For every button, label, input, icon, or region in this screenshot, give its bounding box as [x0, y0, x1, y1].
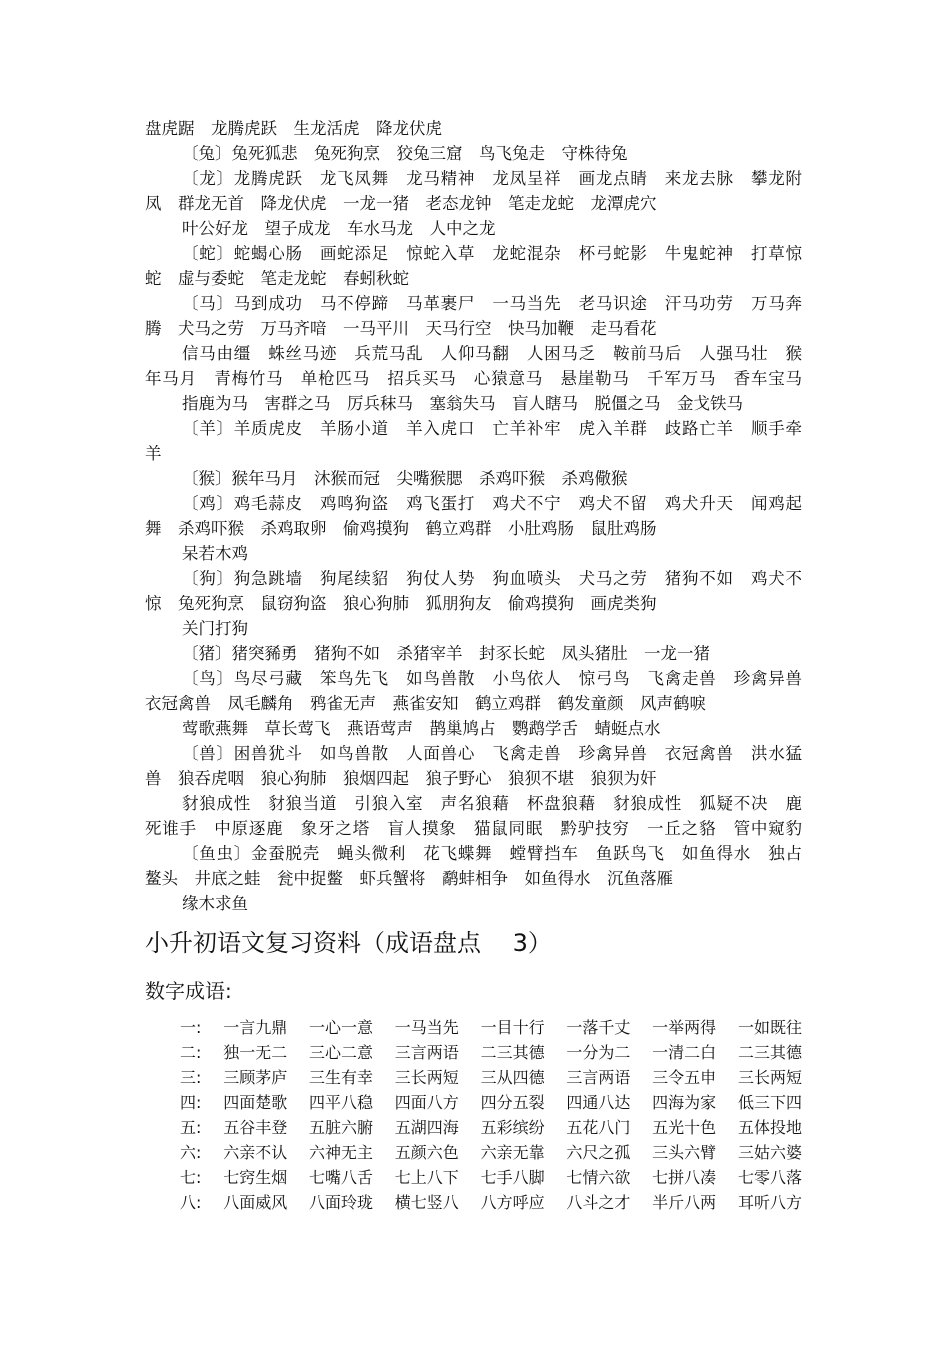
idiom: 三言两语	[394, 1043, 459, 1062]
idiom: 三生有幸	[308, 1068, 373, 1087]
idiom: 四通八达	[566, 1093, 631, 1112]
number-row	[180, 1117, 802, 1139]
idiom: 三令五申	[652, 1068, 717, 1087]
number-row	[180, 1142, 802, 1164]
idiom: 七上八下	[394, 1168, 459, 1187]
row-label: 八:	[180, 1193, 202, 1212]
idiom: 七拼八凑	[652, 1168, 717, 1187]
idiom: 一如既往	[737, 1018, 802, 1037]
idiom: 七情六欲	[566, 1168, 631, 1187]
idiom: 八方呼应	[480, 1193, 545, 1212]
row-label: 四:	[180, 1093, 202, 1112]
section-subheading: 数字成语:	[145, 979, 232, 1003]
idiom: 独一无二	[223, 1043, 288, 1062]
idiom: 一马当先	[394, 1018, 459, 1037]
idiom: 五花八门	[566, 1118, 631, 1137]
number-row	[180, 1092, 802, 1114]
idiom: 三心二意	[308, 1043, 373, 1062]
number-row	[180, 1042, 802, 1064]
idiom: 四面八方	[394, 1093, 459, 1112]
idiom: 二三其德	[737, 1043, 802, 1062]
idiom: 五湖四海	[394, 1118, 459, 1137]
idiom: 二三其德	[480, 1043, 545, 1062]
section-heading: 小升初语文复习资料（成语盘点 3）	[145, 929, 552, 957]
idiom: 五谷丰登	[223, 1118, 288, 1137]
idiom: 五脏六腑	[308, 1118, 373, 1137]
idiom: 三顾茅庐	[223, 1068, 288, 1087]
idiom: 一举两得	[652, 1018, 717, 1037]
row-label: 一:	[180, 1018, 202, 1037]
number-row	[180, 1192, 802, 1214]
row-label: 三:	[180, 1068, 202, 1087]
idiom: 三头六臂	[652, 1143, 717, 1162]
idiom: 七窍生烟	[223, 1168, 288, 1187]
idiom: 四分五裂	[480, 1093, 545, 1112]
idiom: 八斗之才	[566, 1193, 631, 1212]
row-label: 五:	[180, 1118, 202, 1137]
idiom: 一清二白	[652, 1043, 717, 1062]
idiom: 四平八稳	[308, 1093, 373, 1112]
idiom: 六亲无靠	[480, 1143, 545, 1162]
idiom: 八面威风	[223, 1193, 288, 1212]
idiom: 七嘴八舌	[308, 1168, 373, 1187]
idiom: 半斤八两	[652, 1193, 717, 1212]
idiom: 一目十行	[480, 1018, 545, 1037]
idiom: 七零八落	[737, 1168, 802, 1187]
idiom: 横七竖八	[394, 1193, 459, 1212]
idiom: 一落千丈	[566, 1018, 631, 1037]
row-label: 六:	[180, 1143, 202, 1162]
idiom: 五颜六色	[394, 1143, 459, 1162]
idiom: 一心一意	[308, 1018, 373, 1037]
idiom: 四海为家	[652, 1093, 717, 1112]
row-label: 二:	[180, 1043, 202, 1062]
idiom: 三从四德	[480, 1068, 545, 1087]
idiom: 五体投地	[737, 1118, 802, 1137]
idiom: 七手八脚	[480, 1168, 545, 1187]
row-label: 七:	[180, 1168, 202, 1187]
number-row	[180, 1017, 802, 1039]
idiom: 一分为二	[566, 1043, 631, 1062]
idiom: 三长两短	[394, 1068, 459, 1087]
idiom: 三言两语	[566, 1068, 631, 1087]
idiom: 八面玲珑	[308, 1193, 373, 1212]
idiom: 五彩缤纷	[480, 1118, 545, 1137]
idiom: 低三下四	[737, 1093, 802, 1112]
idiom: 一言九鼎	[223, 1018, 288, 1037]
idiom: 六亲不认	[223, 1143, 288, 1162]
number-row	[180, 1167, 802, 1189]
idiom: 六尺之孤	[566, 1143, 631, 1162]
idiom: 四面楚歌	[223, 1093, 288, 1112]
number-row	[180, 1067, 802, 1089]
document-page: 盘虎踞 龙腾虎跃 生龙活虎 降龙伏虎 〔兔〕兔死狐悲 兔死狗烹 狡兔三窟 鸟飞兔走 守株待兔 〔龙〕龙腾虎跃 龙飞凤舞 龙马精神 龙凤呈祥 画龙点睛 来龙去脉 攀龙附 凤 群龙无首 降龙伏虎 一龙一猪 老态龙钟 笔走龙蛇 龙潭虎穴 叶公好龙 望子成龙 车水马龙 人中之龙 〔蛇〕蛇蝎心肠 画蛇添足 惊蛇入草 龙蛇混杂 杯弓蛇影 牛鬼蛇神 打草惊 蛇 虚与委蛇 笔走龙蛇 春蚓秋蛇 〔马〕马到成功 马不停蹄 马革裹尸 一马当先 老马识途 汗马功劳 万马奔 腾 犬马之劳 万马齐喑 一马平川 天马行空 快马加鞭 走马看花 信马由缰 蛛丝马迹 兵荒马乱 人仰马翻 人困马乏 鞍前马后 人强马壮 猴 年马月 青梅竹马 单枪匹马 招兵买马 心猿意马 悬崖勒马 千军万马 香车宝马 指鹿为马 害群之马 厉兵秣马 塞翁失马 盲人瞎马 脱僵之马 金戈铁马 〔羊〕羊质虎皮 羊肠小道 羊入虎口 亡羊补牢 虎入羊群 歧路亡羊 顺手牵 羊 〔猴〕猴年马月 沐猴而冠 尖嘴猴腮 杀鸡吓猴 杀鸡儆猴 〔鸡〕鸡毛蒜皮 鸡鸣狗盗 鸡飞蛋打 鸡犬不宁 鸡犬不留 鸡犬升天 闻鸡起 舞 杀鸡吓猴 杀鸡取卵 偷鸡摸狗 鹤立鸡群 小肚鸡肠 鼠肚鸡肠 呆若木鸡 〔狗〕狗急跳墙 狗尾续貂 狗仗人势 狗血喷头 犬马之劳 猪狗不如 鸡犬不 惊 兔死狗烹 鼠窃狗盗 狼心狗肺 狐朋狗友 偷鸡摸狗 画虎类狗 关门打狗 〔猪〕猪突豨勇 猪狗不如 杀猪宰羊 封豕长蛇 凤头猪肚 一龙一猪 〔鸟〕鸟尽弓藏 笨鸟先飞 如鸟兽散 小鸟依人 惊弓鸟 飞禽走兽 珍禽异兽 衣冠禽兽 凤毛麟角 鸦雀无声 燕雀安知 鹤立鸡群 鹤发童颜 风声鹤唳 莺歌燕舞 草长莺飞 燕语莺声 鹊巢鸠占 鹦鹉学舌 蜻蜓点水 〔兽〕困兽犹斗 如鸟兽散 人面兽心 飞禽走兽 珍禽异兽 衣冠禽兽 洪水猛 兽 狼吞虎咽 狼心狗肺 狼烟四起 狼子野心 狼狈不堪 狼狈为奸 豺狼成性 豺狼当道 引狼入室 声名狼藉 杯盘狼藉 豺狼成性 狐疑不决 鹿 死谁手 中原逐鹿 象牙之塔 盲人摸象 猫鼠同眠 黔驴技穷 一丘之貉 管中窥豹 〔鱼虫〕金蚕脱壳 蝇头微利 花飞蝶舞 螳臂挡车 鱼跃鸟飞 如鱼得水 独占 鳌头 井底之蛙 瓮中捉鳖 虾兵蟹将 鹬蚌相争 如鱼得水 沉鱼落雁 缘木求鱼 小升初语文复习资料（成语盘点 3） 数字成语: 一: 一言九鼎 一心一意 一马当先 一目十行 一落千丈 一举两得 一如既往 二: 独一无二 三心二意 三言两语 二三其德 一分为二 一清二白 二三其德 三: 三顾茅庐 三生有幸 三长两短 三从四德 三言两语 三令五申 三长两短 四: 四面楚歌 四平八稳 四面八方 四分五裂 四通八达 四海为家 低三下四 五: 五谷丰登 五脏六腑 五湖四海 五彩缤纷 五花八门 五光十色 五体投地 六: 六亲不认 六神无主 五颜六色 六亲无靠 六尺之孤 三头六臂 三姑六婆 七: 七窍生烟 七嘴八舌 七上八下 七手八脚 七情六欲 七拼八凑 七零八落 八: 八面威风 八面玲珑 横七竖八 八方呼应 八斗之才 半斤八两 耳听八方	[145, 119, 802, 1212]
idiom: 六神无主	[308, 1143, 373, 1162]
idiom: 三姑六婆	[737, 1143, 802, 1162]
idiom: 五光十色	[652, 1118, 717, 1137]
idiom: 三长两短	[737, 1068, 802, 1087]
idiom: 耳听八方	[737, 1193, 802, 1212]
